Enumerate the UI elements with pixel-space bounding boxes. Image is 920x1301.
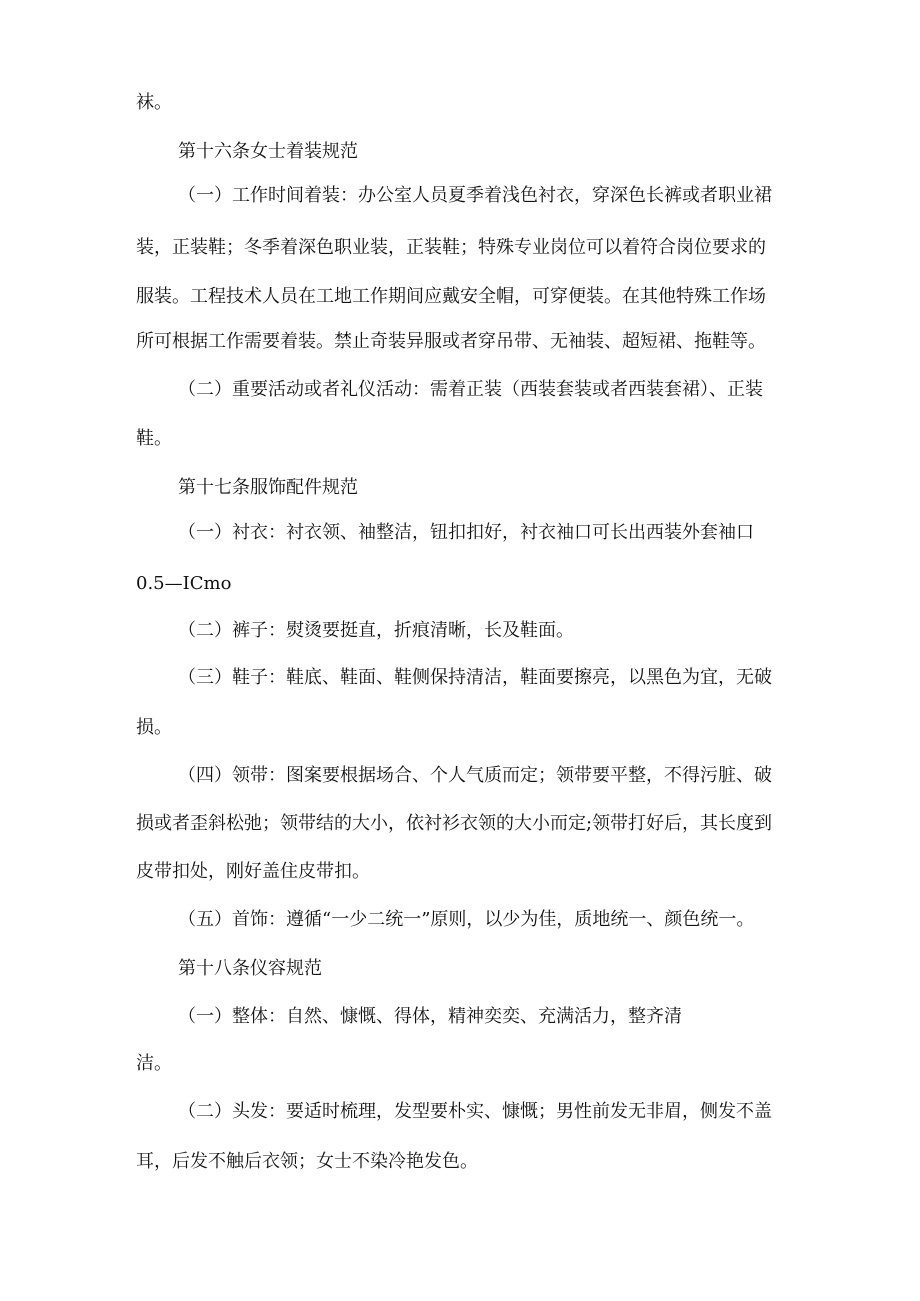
text-line: 袜。 bbox=[136, 92, 172, 113]
text-line: 服装。工程技术人员在工地工作期间应戴安全帽，可穿便装。在其他特殊工作场 bbox=[136, 286, 766, 307]
text-line: 装，正装鞋；冬季着深色职业装，正装鞋；特殊专业岗位可以着符合岗位要求的 bbox=[136, 237, 766, 258]
text-line: （三）鞋子：鞋底、鞋面、鞋侧保持清洁，鞋面要擦亮，以黑色为宜，无破 bbox=[178, 667, 772, 688]
text-line: （二）裤子：熨烫要挺直，折痕清晰，长及鞋面。 bbox=[178, 620, 574, 641]
text-line: （二）头发：要适时梳理，发型要朴实、慷慨；男性前发无非眉，侧发不盖 bbox=[178, 1101, 772, 1122]
text-line: 0.5—ICmo bbox=[136, 573, 232, 594]
text-line: （一）整体：自然、慷慨、得体，精神奕奕、充满活力，整齐清 bbox=[178, 1006, 682, 1027]
text-line: （二）重要活动或者礼仪活动：需着正装（西装套装或者西装套裙）、正装 bbox=[178, 379, 763, 400]
article-heading: 第十六条女士着装规范 bbox=[178, 141, 358, 162]
text-line: （五）首饰：遵循“一少二统一”原则，以少为佳，质地统一、颜色统一。 bbox=[178, 909, 755, 930]
text-line: 耳，后发不触后衣领；女士不染冷艳发色。 bbox=[136, 1151, 478, 1172]
text-line: 皮带扣处，刚好盖住皮带扣。 bbox=[136, 861, 370, 882]
article-heading: 第十七条服饰配件规范 bbox=[178, 477, 358, 498]
text-line: （四）领带：图案要根据场合、个人气质而定；领带要平整，不得污脏、破 bbox=[178, 765, 772, 786]
article-heading: 第十八条仪容规范 bbox=[178, 958, 322, 979]
text-line: 洁。 bbox=[136, 1053, 172, 1074]
text-line: 损。 bbox=[136, 717, 172, 738]
text-line: 损或者歪斜松弛；领带结的大小，依衬衫衣领的大小而定;领带打好后，其长度到 bbox=[136, 813, 773, 834]
text-line: （一）衬衣：衬衣领、袖整洁，钮扣扣好，衬衣袖口可长出西装外套袖口 bbox=[178, 522, 754, 543]
text-line: 所可根据工作需要着装。禁止奇装异服或者穿吊带、无袖装、超短裙、拖鞋等。 bbox=[136, 331, 766, 352]
text-line: （一）工作时间着装：办公室人员夏季着浅色衬衣，穿深色长裤或者职业裙 bbox=[178, 185, 772, 206]
text-line: 鞋。 bbox=[136, 428, 172, 449]
